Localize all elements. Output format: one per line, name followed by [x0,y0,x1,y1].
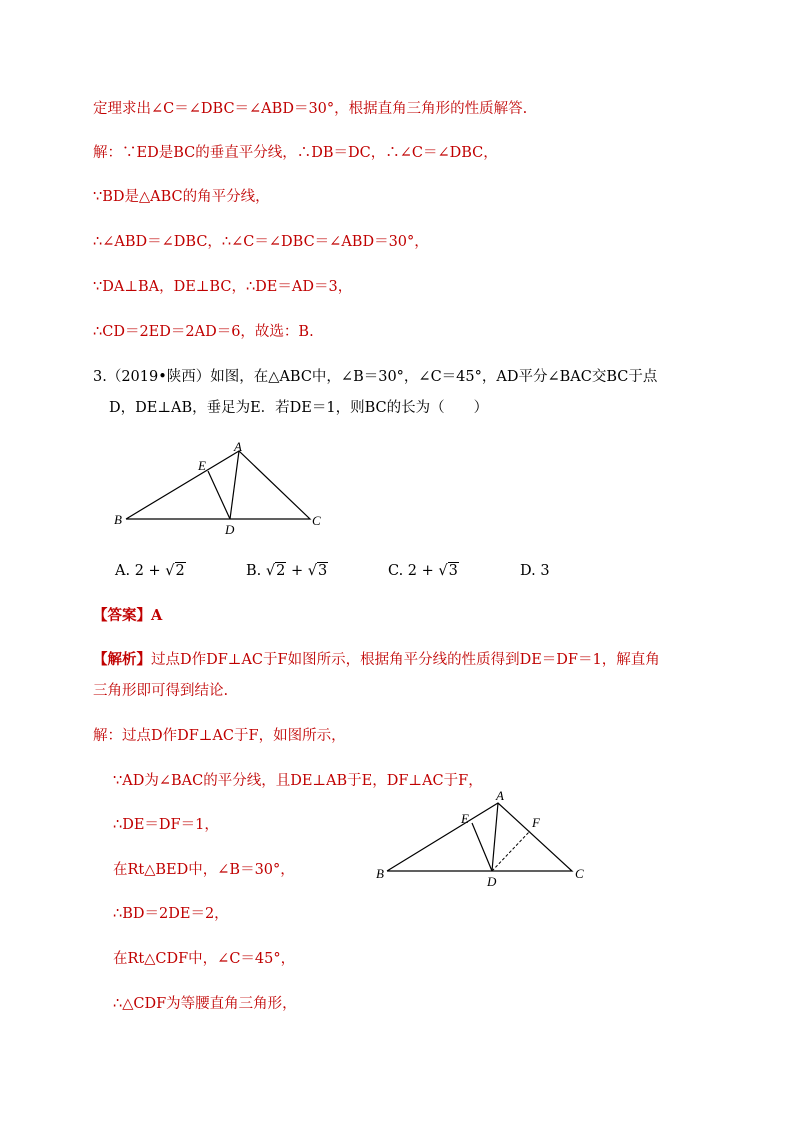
text-line: 定理求出∠C＝∠DBC＝∠ABD＝30°，根据直角三角形的性质解答. [93,101,528,117]
segment-de [472,823,492,871]
label-f: F [532,815,540,830]
triangle-figure-2 [370,787,595,897]
label-e: E [198,458,206,473]
triangle-outline [387,803,572,871]
text-line: 解：∵ED是BC的垂直平分线，∴DB＝DC，∴∠C＝∠DBC， [93,145,498,161]
solution-line: ∴△CDF为等腰直角三角形， [113,996,297,1012]
solution-line: ∴BD＝2DE＝2， [113,906,229,922]
text-line: ∴∠ABD＝∠DBC，∴∠C＝∠DBC＝∠ABD＝30°， [93,234,429,250]
segment-de [208,471,230,519]
triangle-figure-1 [105,435,345,540]
analysis-tag: 【解析】 [93,651,151,668]
analysis-line: 三角形即可得到结论. [93,683,229,699]
solution-line: 解：过点D作DF⊥AC于F，如图所示， [93,728,346,744]
label-a: A [496,788,504,803]
option-c: C. 2 + √3 [388,563,458,579]
solution-line: ∴DE＝DF＝1， [113,817,219,833]
triangle-outline [126,451,310,519]
solution-line: ∵AD为∠BAC的平分线，且DE⊥AB于E，DF⊥AC于F， [113,773,483,789]
solution-line: 在Rt△BED中，∠B＝30°， [113,862,295,878]
question-line: D，DE⊥AB，垂足为E．若DE＝1，则BC的长为（ ） [109,400,489,416]
label-c: C [575,866,584,881]
question-line: 3.（2019•陕西）如图，在△ABC中，∠B＝30°，∠C＝45°，AD平分∠BAC交BC于点 [93,369,658,385]
answer-line: 【答案】A [93,607,163,624]
text-line: ∴CD＝2ED＝2AD＝6，故选：B. [93,324,314,340]
segment-ad [230,451,239,519]
segment-df-dashed [492,831,530,871]
label-d: D [225,522,235,537]
label-a: A [234,439,242,454]
analysis-line: 【解析】过点D作DF⊥AC于F如图所示，根据角平分线的性质得到DE＝DF＝1，解直角 [93,651,660,668]
text-line: ∵BD是△ABC的角平分线， [93,189,270,205]
option-b: B. √2 + √3 [246,563,328,579]
option-d: D. 3 [520,563,550,579]
label-e: E [461,811,469,826]
segment-ad [492,803,498,871]
solution-line: 在Rt△CDF中，∠C＝45°， [113,951,296,967]
label-b: B [376,866,384,881]
text-line: ∵DA⊥BA，DE⊥BC，∴DE＝AD＝3， [93,279,353,295]
label-c: C [312,513,321,528]
label-b: B [114,512,122,527]
option-a: A. 2 + √2 [115,563,185,579]
label-d: D [487,874,497,889]
